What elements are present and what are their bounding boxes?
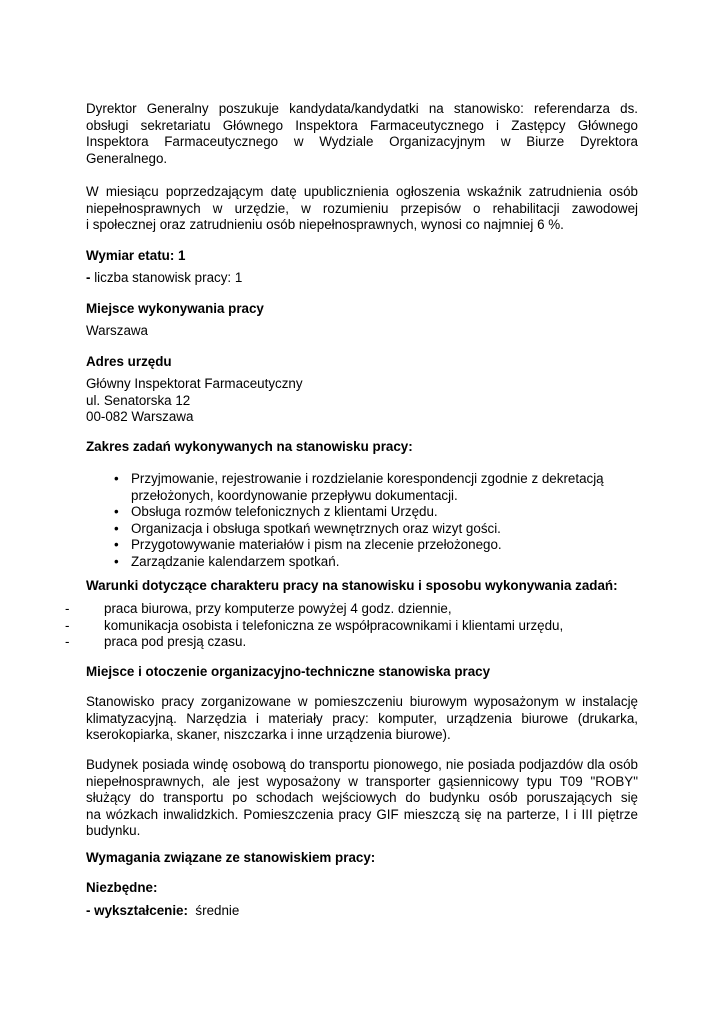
- environment-line: Budynek posiada windę osobową do transportu pionowego, nie posiada podjazdów dla osób: [86, 757, 638, 772]
- place-heading: Miejsce wykonywania pracy: [86, 301, 264, 316]
- list-item-text: Zarządzanie kalendarzem spotkań.: [131, 554, 340, 569]
- tasks-list: [86, 471, 638, 571]
- bullet-icon: •: [114, 504, 119, 519]
- environment-line: budynku.: [86, 823, 141, 839]
- education-requirement: [86, 903, 638, 920]
- address-line: ul. Senatorska 12: [86, 392, 191, 408]
- address-block: [86, 376, 638, 426]
- employment-line: niepełnosprawnych w urzędzie, w rozumieniu przepisów o rehabilitacji zawodowej: [86, 200, 638, 216]
- environment-line: na wózkach inwalidzkich. Pomieszczenia pracy GIF mieszczą się na parterze, I i III piętrze: [86, 806, 638, 822]
- intro-paragraph: [86, 101, 638, 167]
- bullet-icon: •: [114, 554, 119, 569]
- intro-line: Dyrektor Generalny poszukuje kandydata/kandydatki na stanowisko: referendarza ds.: [86, 101, 638, 116]
- list-item-text: Przyjmowanie, rejestrowanie i rozdzielanie korespondencji zgodnie z dekretacją: [131, 471, 604, 486]
- conditions-heading: Warunki dotyczące charakteru pracy na stanowisku i sposobu wykonywania zadań:: [86, 578, 618, 593]
- positions-dash: -: [86, 270, 91, 285]
- address-line: 00-082 Warszawa: [86, 409, 194, 425]
- address-line: Główny Inspektorat Farmaceutyczny: [86, 376, 303, 391]
- conditions-list: [65, 601, 638, 651]
- bullet-icon: •: [114, 537, 119, 552]
- environment-heading: Miejsce i otoczenie organizacyjno-techniczne stanowiska pracy: [86, 664, 491, 679]
- environment-line: Stanowisko pracy zorganizowane w pomieszczeniu biurowym wyposażonym w instalację: [86, 694, 638, 709]
- bullet-icon: •: [114, 471, 119, 486]
- tasks-heading: Zakres zadań wykonywanych na stanowisku pracy:: [86, 439, 413, 454]
- list-item-text: Przygotowywanie materiałów i pism na zlecenie przełożonego.: [131, 537, 502, 552]
- dash-marker: -: [65, 618, 70, 633]
- environment-paragraph-1: [86, 694, 638, 744]
- etat-heading: Wymiar etatu: 1: [86, 248, 186, 263]
- place-value: Warszawa: [86, 323, 149, 338]
- intro-line: Inspektora Farmaceutycznego w Wydziale Organizacyjnym w Biurze Dyrektora: [86, 134, 638, 150]
- bullet-icon: •: [114, 521, 119, 536]
- environment-line: klimatyzacyjną. Narzędzia i materiały pracy: komputer, urządzenia biurowe (drukarka,: [86, 710, 638, 726]
- positions-count: [86, 270, 638, 287]
- list-item-text: praca biurowa, przy komputerze powyżej 4 godz. dziennie,: [104, 601, 452, 616]
- environment-line: służący do transportu po schodach wejściowych do budynku osób poruszających się: [86, 790, 638, 806]
- list-item-text: komunikacja osobista i telefoniczna ze współpracownikami i klientami urzędu,: [104, 618, 564, 633]
- environment-line: niepełnosprawnych, ale jest wyposażony w transporter gąsiennicowy typu T09 "ROBY": [86, 773, 638, 789]
- essential-heading: Niezbędne:: [86, 880, 158, 895]
- environment-line: kserokopiarka, skaner, niszczarka i inne urządzenia biurowe).: [86, 727, 451, 743]
- intro-line: Generalnego.: [86, 150, 168, 166]
- education-value: średnie: [195, 903, 240, 918]
- list-item-text: praca pod presją czasu.: [104, 634, 247, 649]
- list-item-text: przełożonych, koordynowanie przepływu dokumentacji.: [131, 487, 458, 503]
- positions-text: liczba stanowisk pracy: 1: [90, 270, 243, 285]
- dash-marker: -: [65, 634, 70, 649]
- dash-marker: -: [65, 601, 70, 616]
- education-label: - wykształcenie:: [86, 903, 188, 918]
- intro-line: obsługi sekretariatu Głównego Inspektora Farmaceutycznego i Zastępcy Głównego: [86, 117, 638, 133]
- environment-paragraph-2: [86, 757, 638, 840]
- requirements-heading: Wymagania związane ze stanowiskiem pracy:: [86, 850, 376, 865]
- employment-line: W miesiącu poprzedzającym datę upublicznienia ogłoszenia wskaźnik zatrudnienia osób: [86, 184, 638, 199]
- list-item-text: Obsługa rozmów telefonicznych z klientami Urzędu.: [131, 504, 438, 519]
- employment-line: i społecznej oraz zatrudnieniu osób niepełnosprawnych, wynosi co najmniej 6 %.: [86, 217, 564, 233]
- employment-indicator-paragraph: [86, 184, 638, 234]
- address-heading: Adres urzędu: [86, 354, 172, 369]
- list-item-text: Organizacja i obsługa spotkań wewnętrznych oraz wizyt gości.: [131, 521, 501, 536]
